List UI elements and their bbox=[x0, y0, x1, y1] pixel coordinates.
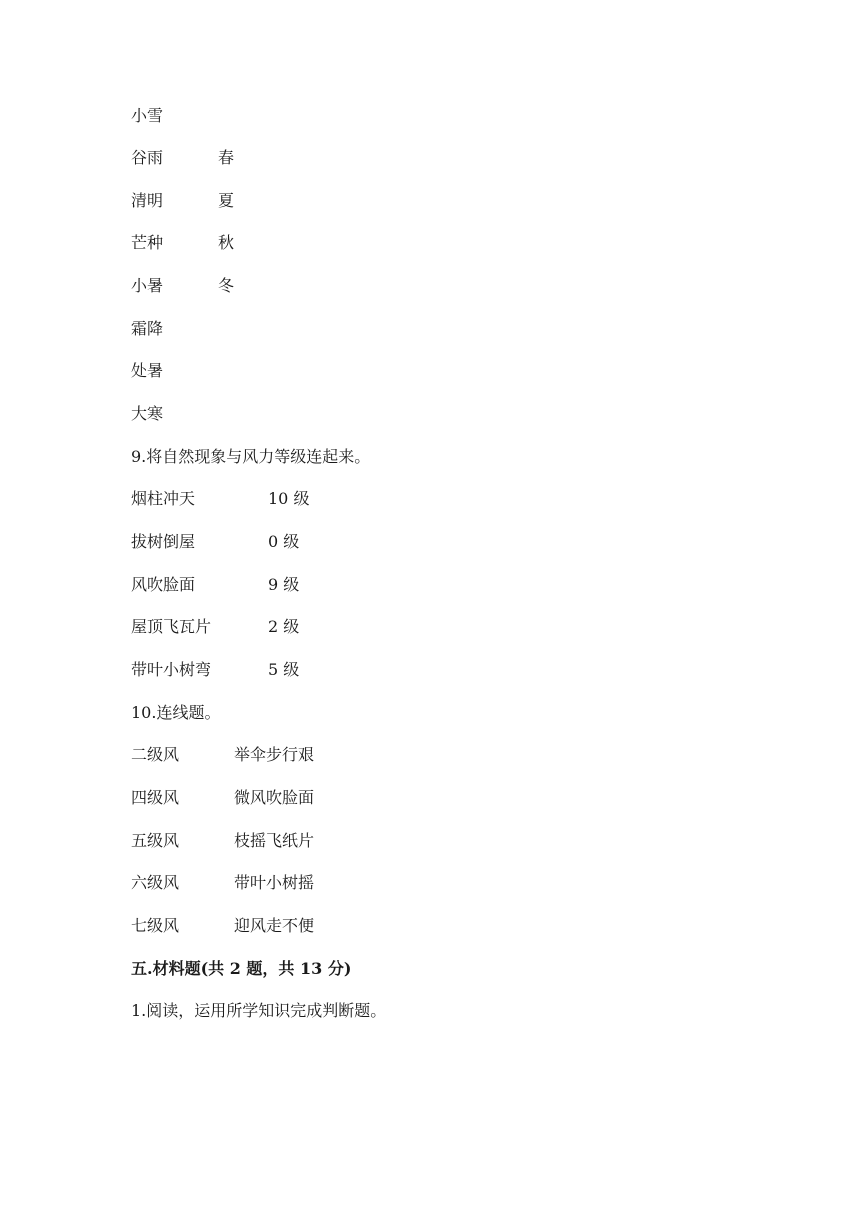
question-prompt: 1.阅读，运用所学知识完成判断题。 bbox=[131, 1001, 387, 1020]
section-heading: 五.材料题(共 2 题，共 13 分) bbox=[131, 959, 352, 978]
q8-row-5 bbox=[131, 274, 235, 298]
q8-left-item: 清明 bbox=[131, 191, 164, 210]
q8-row-1 bbox=[131, 104, 163, 128]
q8-left-item: 大寒 bbox=[131, 404, 164, 423]
q10-left-item: 六级风 bbox=[131, 873, 180, 892]
q10-right-item: 微风吹脸面 bbox=[234, 788, 315, 807]
q9-row-5 bbox=[131, 658, 300, 682]
q9-right-item: 5 级 bbox=[268, 660, 300, 679]
q8-row-6 bbox=[131, 317, 163, 341]
q8-left-item: 霜降 bbox=[131, 319, 164, 338]
q9-right-item: 9 级 bbox=[268, 575, 300, 594]
q9-right-item: 0 级 bbox=[268, 532, 300, 551]
q10-left-item: 五级风 bbox=[131, 831, 180, 850]
q9-right-item: 10 级 bbox=[268, 489, 310, 508]
q8-left-item: 谷雨 bbox=[131, 148, 164, 167]
q8-right-item: 冬 bbox=[218, 276, 235, 295]
q9-left-item: 屋顶飞瓦片 bbox=[131, 617, 212, 636]
q8-row-3 bbox=[131, 189, 235, 213]
q8-left-item: 芒种 bbox=[131, 233, 164, 252]
q9-row-3 bbox=[131, 573, 300, 597]
q10-title: 10.连线题。 bbox=[131, 703, 221, 722]
q8-left-item: 小暑 bbox=[131, 276, 164, 295]
q10-right-item: 举伞步行艰 bbox=[234, 745, 315, 764]
q8-row-7 bbox=[131, 359, 163, 383]
q8-left-item: 处暑 bbox=[131, 361, 164, 380]
q10-row-4 bbox=[131, 871, 315, 895]
q9-left-item: 烟柱冲天 bbox=[131, 489, 196, 508]
q10-right-item: 迎风走不便 bbox=[234, 916, 315, 935]
q9-left-item: 风吹脸面 bbox=[131, 575, 196, 594]
q10-row-5 bbox=[131, 914, 315, 938]
q10-row-1 bbox=[131, 743, 315, 767]
q10-row-2 bbox=[131, 786, 315, 810]
q10-left-item: 七级风 bbox=[131, 916, 180, 935]
q9-left-item: 带叶小树弯 bbox=[131, 660, 212, 679]
q10-right-item: 枝摇飞纸片 bbox=[234, 831, 315, 850]
q9-right-item: 2 级 bbox=[268, 617, 300, 636]
q9-row-1 bbox=[131, 487, 310, 511]
q8-right-item: 秋 bbox=[218, 233, 235, 252]
q9-row-2 bbox=[131, 530, 300, 554]
q8-left-item: 小雪 bbox=[131, 106, 164, 125]
q10-row-3 bbox=[131, 829, 315, 853]
q8-right-item: 夏 bbox=[218, 191, 235, 210]
q10-left-item: 四级风 bbox=[131, 788, 180, 807]
q8-right-item: 春 bbox=[218, 148, 235, 167]
q10-left-item: 二级风 bbox=[131, 745, 180, 764]
q8-row-4 bbox=[131, 231, 235, 255]
q9-left-item: 拔树倒屋 bbox=[131, 532, 196, 551]
q9-title: 9.将自然现象与风力等级连起来。 bbox=[131, 447, 371, 466]
q9-row-4 bbox=[131, 615, 300, 639]
q8-row-2 bbox=[131, 146, 235, 170]
q10-right-item: 带叶小树摇 bbox=[234, 873, 315, 892]
q8-row-8 bbox=[131, 402, 163, 426]
